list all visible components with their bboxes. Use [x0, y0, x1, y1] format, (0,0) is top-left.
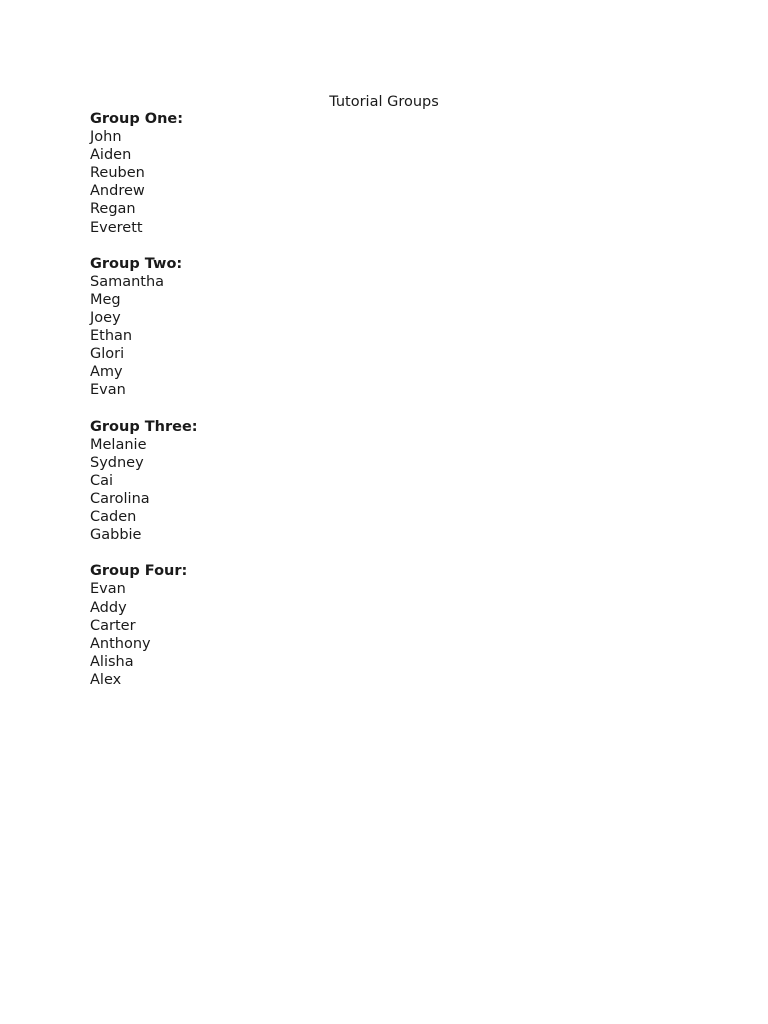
member-name: John — [90, 129, 122, 146]
member-name: Joey — [90, 310, 121, 327]
member-name: Ethan — [90, 328, 133, 345]
member-name: Alisha — [90, 653, 134, 670]
member-name: Evan — [90, 382, 126, 399]
group-heading: Group One: — [90, 111, 184, 127]
member-name: Meg — [90, 291, 121, 308]
member-name: Glori — [90, 346, 125, 363]
member-name: Amy — [90, 364, 123, 381]
member-name: Gabbie — [90, 527, 142, 544]
group-heading: Group Four: — [90, 563, 188, 580]
member-name: Alex — [90, 671, 122, 688]
member-name: Carter — [90, 617, 136, 634]
member-name: Aiden — [90, 147, 132, 164]
member-name: Reuben — [90, 165, 145, 182]
group-heading: Group Two: — [90, 255, 183, 272]
member-list — [90, 436, 490, 545]
member-name: Evan — [90, 581, 126, 598]
member-name: Carolina — [90, 490, 150, 507]
group-two — [90, 255, 490, 400]
member-name: Regan — [90, 201, 136, 218]
group-heading: Group Three: — [90, 418, 198, 435]
group-one — [90, 110, 490, 237]
member-name: Anthony — [90, 635, 151, 652]
group-four — [90, 562, 490, 689]
group-three — [90, 418, 490, 545]
member-name: Cai — [90, 472, 114, 489]
member-name: Addy — [90, 599, 127, 616]
member-name: Samantha — [90, 273, 165, 290]
member-list — [90, 580, 490, 689]
member-name: Sydney — [90, 454, 144, 471]
member-list — [90, 128, 490, 237]
document-body — [90, 110, 490, 707]
member-name: Melanie — [90, 436, 147, 453]
member-name: Andrew — [90, 183, 145, 200]
member-name: Everett — [90, 219, 143, 236]
member-name: Caden — [90, 509, 137, 526]
document-title: Tutorial Groups — [329, 94, 439, 110]
member-list — [90, 273, 490, 400]
